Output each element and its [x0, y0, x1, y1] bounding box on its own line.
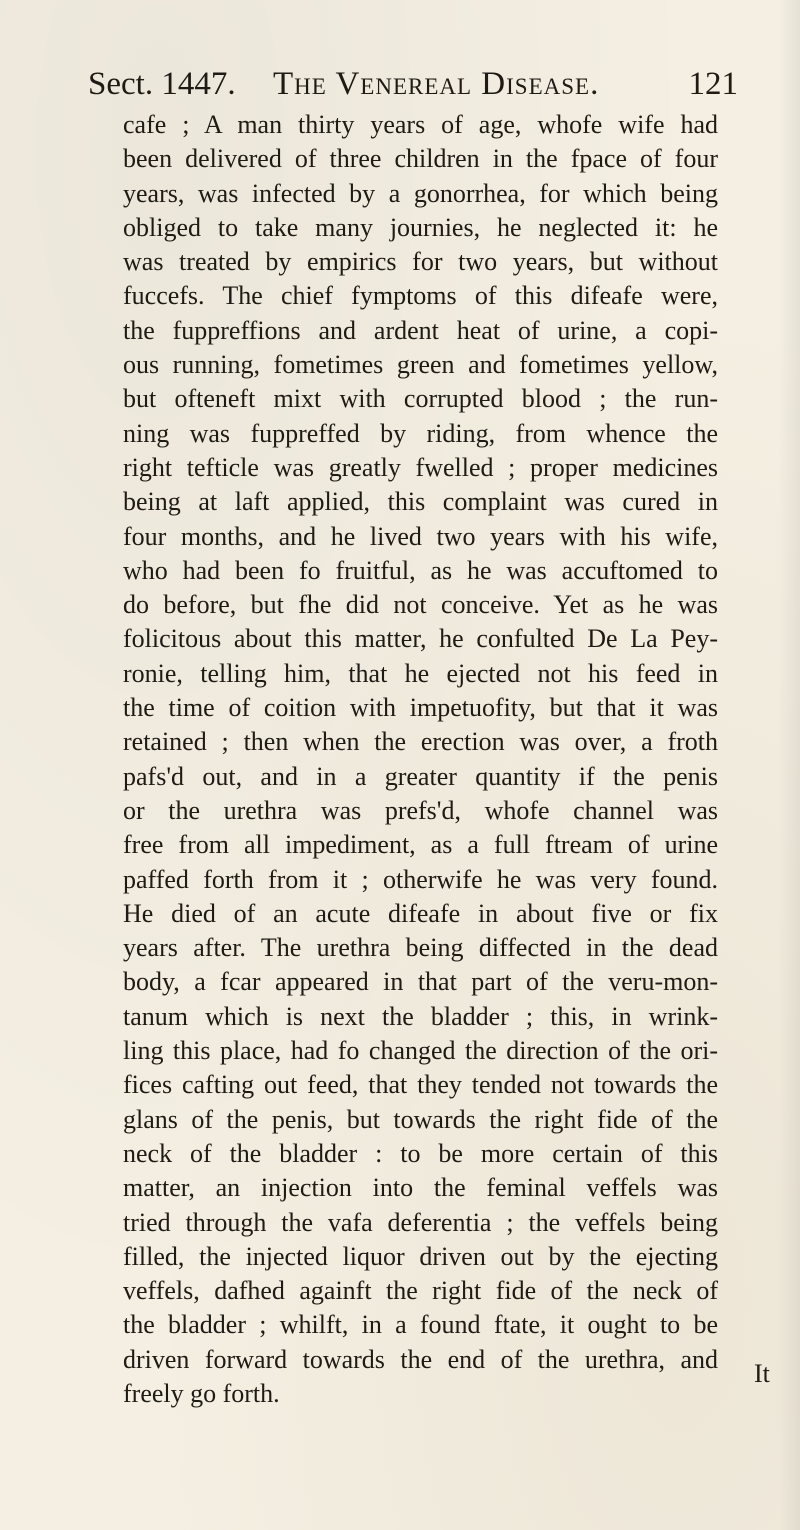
- text-line: or the urethra was prefs'd, whofe channel was: [123, 795, 718, 825]
- text-line: veffels, dafhed againft the right fide of the neck of: [123, 1276, 718, 1306]
- text-line: the time of coition with impetuofity, but that it was: [123, 693, 718, 723]
- text-line: ronie, telling him, that he ejected not his feed in: [123, 658, 718, 688]
- text-line: was treated by empirics for two years, but without: [123, 247, 718, 277]
- text-line: years, was infected by a gonorrhea, for which being: [123, 178, 718, 208]
- text-line: four months, and he lived two years with his wife,: [123, 521, 718, 551]
- body-text: [123, 108, 718, 1411]
- text-line: tried through the vafa deferentia ; the veffels being: [123, 1207, 718, 1237]
- text-line: freely go forth.: [123, 1378, 280, 1408]
- text-line: glans of the penis, but towards the right fide of the: [123, 1104, 718, 1134]
- text-line: do before, but fhe did not conceive. Yet as he was: [123, 590, 718, 620]
- running-title: The Venereal Disease.: [273, 66, 600, 102]
- text-line: who had been fo fruitful, as he was accuftomed to: [123, 555, 718, 585]
- text-line: pafs'd out, and in a greater quantity if the penis: [123, 761, 718, 791]
- text-line: obliged to take many journies, he neglected it: he: [123, 212, 718, 242]
- text-line: fices cafting out feed, that they tended not towards the: [123, 1070, 718, 1100]
- text-line: He died of an acute difeafe in about five or fix: [123, 898, 718, 928]
- running-header: [88, 62, 738, 106]
- text-line: folicitous about this matter, he confulted De La Pey-: [123, 624, 718, 654]
- text-line: matter, an injection into the feminal veffels was: [123, 1173, 718, 1203]
- text-line: retained ; then when the erection was over, a froth: [123, 727, 718, 757]
- text-line: body, a fcar appeared in that part of the veru-mon-: [123, 967, 718, 997]
- text-line: cafe ; A man thirty years of age, whofe wife had: [123, 110, 718, 139]
- text-line: paffed forth from it ; otherwife he was very found.: [123, 864, 718, 894]
- page-number: 121: [688, 66, 738, 102]
- text-line: free from all impediment, as a full ftream of urine: [123, 830, 718, 860]
- text-line: but ofteneft mixt with corrupted blood ; the run-: [123, 384, 718, 414]
- text-line: the fuppreffions and ardent heat of urine, a copi-: [123, 315, 718, 345]
- text-line: years after. The urethra being diffected in the dead: [123, 933, 718, 963]
- text-line: being at laft applied, this complaint was cured in: [123, 487, 718, 517]
- section-number: Sect. 1447.: [88, 66, 236, 102]
- text-line: tanum which is next the bladder ; this, in wrink-: [123, 1001, 718, 1031]
- text-line: neck of the bladder : to be more certain of this: [123, 1138, 718, 1168]
- text-line: been delivered of three children in the fpace of four: [123, 144, 718, 174]
- text-line: right tefticle was greatly fwelled ; proper medicines: [123, 452, 718, 482]
- text-line: ling this place, had fo changed the direction of the ori-: [123, 1036, 718, 1066]
- text-line: ous running, fometimes green and fometimes yellow,: [123, 350, 718, 380]
- catchword: It: [754, 1359, 770, 1388]
- text-line: filled, the injected liquor driven out by the ejecting: [123, 1241, 718, 1271]
- page-edge-shadow: [778, 0, 800, 1530]
- text-line: driven forward towards the end of the urethra, and: [123, 1344, 718, 1374]
- text-line: the bladder ; whilft, in a found ftate, it ought to be: [123, 1310, 718, 1340]
- text-line: ning was fuppreffed by riding, from whence the: [123, 418, 718, 448]
- text-line: fuccefs. The chief fymptoms of this difeafe were,: [123, 281, 718, 311]
